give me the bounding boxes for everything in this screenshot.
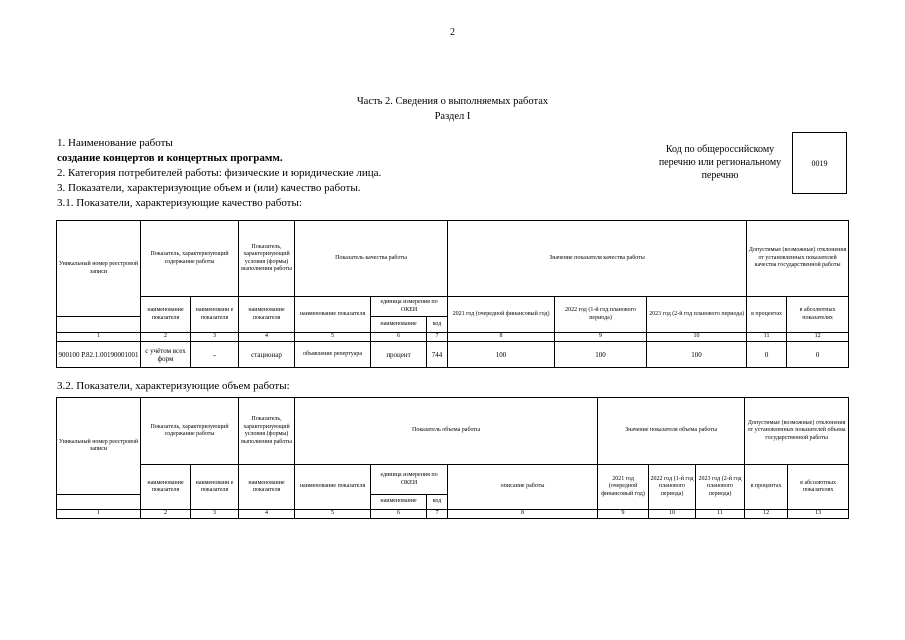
cell-unit: процент [371,342,427,368]
cell-abs: 0 [787,342,849,368]
header-abs: в абсолютных показателях [788,465,849,510]
cell-2023: 100 [647,342,747,368]
col-num: 3 [191,510,239,519]
code-label: Код по общероссийскому перечню или региональному перечню [658,144,782,181]
col-num: 1 [57,510,141,519]
header-2023: 2023 год (2-й год планового периода) [696,465,745,510]
cell-content-2: - [191,342,239,368]
work-name-label: 1. Наименование работы [57,137,173,149]
col-num: 9 [598,510,649,519]
header-name-2: наименовани е показателя [191,297,239,333]
cell-pct: 0 [747,342,787,368]
header-okei: единица измерения по ОКЕИ [371,465,448,495]
header-2021: 2021 год (очередной финансовый год) [598,465,649,510]
col-num: 8 [448,333,555,342]
col-num: 8 [448,510,598,519]
quality-indicators-heading: 3.1. Показатели, характеризующие качество работы: [57,197,302,209]
cell-condition: стационар [239,342,295,368]
header-conditions: Показатель, характеризующий условия (формы) выполнения работы [239,398,295,465]
column-numbers-row [57,333,849,342]
indicators-heading: 3. Показатели, характеризующие объем и (или) качество работы. [57,182,361,194]
volume-indicators-heading: 3.2. Показатели, характеризующие объем работы: [57,380,290,392]
col-num: 7 [427,510,448,519]
col-num: 10 [647,333,747,342]
header-content: Показатель, характеризующий содержание работы [141,398,239,465]
col-num: 3 [191,333,239,342]
col-num: 12 [787,333,849,342]
code-box [792,132,847,194]
col-num: 4 [239,333,295,342]
consumer-category: 2. Категория потребителей работы: физические и юридические лица. [57,167,382,179]
header-pct: в процентах [747,297,787,333]
col-num: 1 [57,333,141,342]
cell-registry: 900100 Р.82.1.00190001001 [57,342,141,368]
page-title [0,94,905,124]
col-num: 13 [788,510,849,519]
cell-code: 744 [427,342,448,368]
header-2021: 2021 год (очередной финансовый год) [448,297,555,333]
header-name-3: наименование показателя [239,297,295,333]
header-name-3: наименование показателя [239,465,295,510]
col-num: 10 [649,510,696,519]
header-volume: Показатель объема работы [295,398,598,465]
header-name-4: наименование показателя [295,297,371,333]
header-2023: 2023 год (2-й год планового периода) [647,297,747,333]
volume-table [56,397,849,519]
header-registry-blank [57,495,141,510]
header-deviation: Допустимые (возможные) отклонения от установленных показателей объема государственной работы [745,398,849,465]
quality-table [56,220,849,368]
col-num: 2 [141,510,191,519]
header-abs: в абсолютных показателях [787,297,849,333]
header-values: Значение показателя качества работы [448,221,747,297]
header-name-1: наименование показателя [141,465,191,510]
col-num: 12 [745,510,788,519]
header-2022: 2022 год (1-й год планового периода) [649,465,696,510]
column-numbers-row [57,510,849,519]
col-num: 4 [239,510,295,519]
header-registry-blank [57,317,141,333]
header-registry: Уникальный номер реестровой записи [57,398,141,495]
work-name-value: создание концертов и концертных программ. [57,152,283,164]
header-conditions: Показатель, характеризующий условия (формы) выполнения работы [239,221,295,297]
section-title: Раздел I [434,111,471,122]
col-num: 9 [555,333,647,342]
col-num: 5 [295,333,371,342]
col-num: 7 [427,333,448,342]
cell-2021: 100 [448,342,555,368]
cell-2022: 100 [555,342,647,368]
header-name-1: наименование показателя [141,297,191,333]
header-description: описание работы [448,465,598,510]
col-num: 5 [295,510,371,519]
header-quality: Показатель качества работы [295,221,448,297]
header-deviation: Допустимые (возможные) отклонения от установленных показателей качества государственной работы [747,221,849,297]
header-content: Показатель, характеризующий содержание работы [141,221,239,297]
header-okei-name: наименование [371,317,427,333]
col-num: 6 [371,510,427,519]
col-num: 11 [747,333,787,342]
header-2022: 2022 год (1-й год планового периода) [555,297,647,333]
cell-indicator: объявление репертуара [295,342,371,368]
col-num: 6 [371,333,427,342]
col-num: 2 [141,333,191,342]
header-okei-code: код [427,495,448,510]
header-name-4: наименование показателя [295,465,371,510]
header-name-2: наименовани е показателя [191,465,239,510]
header-registry: Уникальный номер реестровой записи [57,221,141,317]
col-num: 11 [696,510,745,519]
page-number: 2 [450,27,455,38]
header-okei-code: код [427,317,448,333]
part-title: Часть 2. Сведения о выполняемых работах [356,96,549,107]
cell-content-1: с учётом всех форм [141,342,191,368]
header-okei-name: наименование [371,495,427,510]
header-pct: в процентах [745,465,788,510]
header-values: Значение показателя объема работы [598,398,745,465]
header-okei: единица измерения по ОКЕИ [371,297,448,317]
table-row [57,342,849,368]
code-value: 0019 [811,158,828,168]
